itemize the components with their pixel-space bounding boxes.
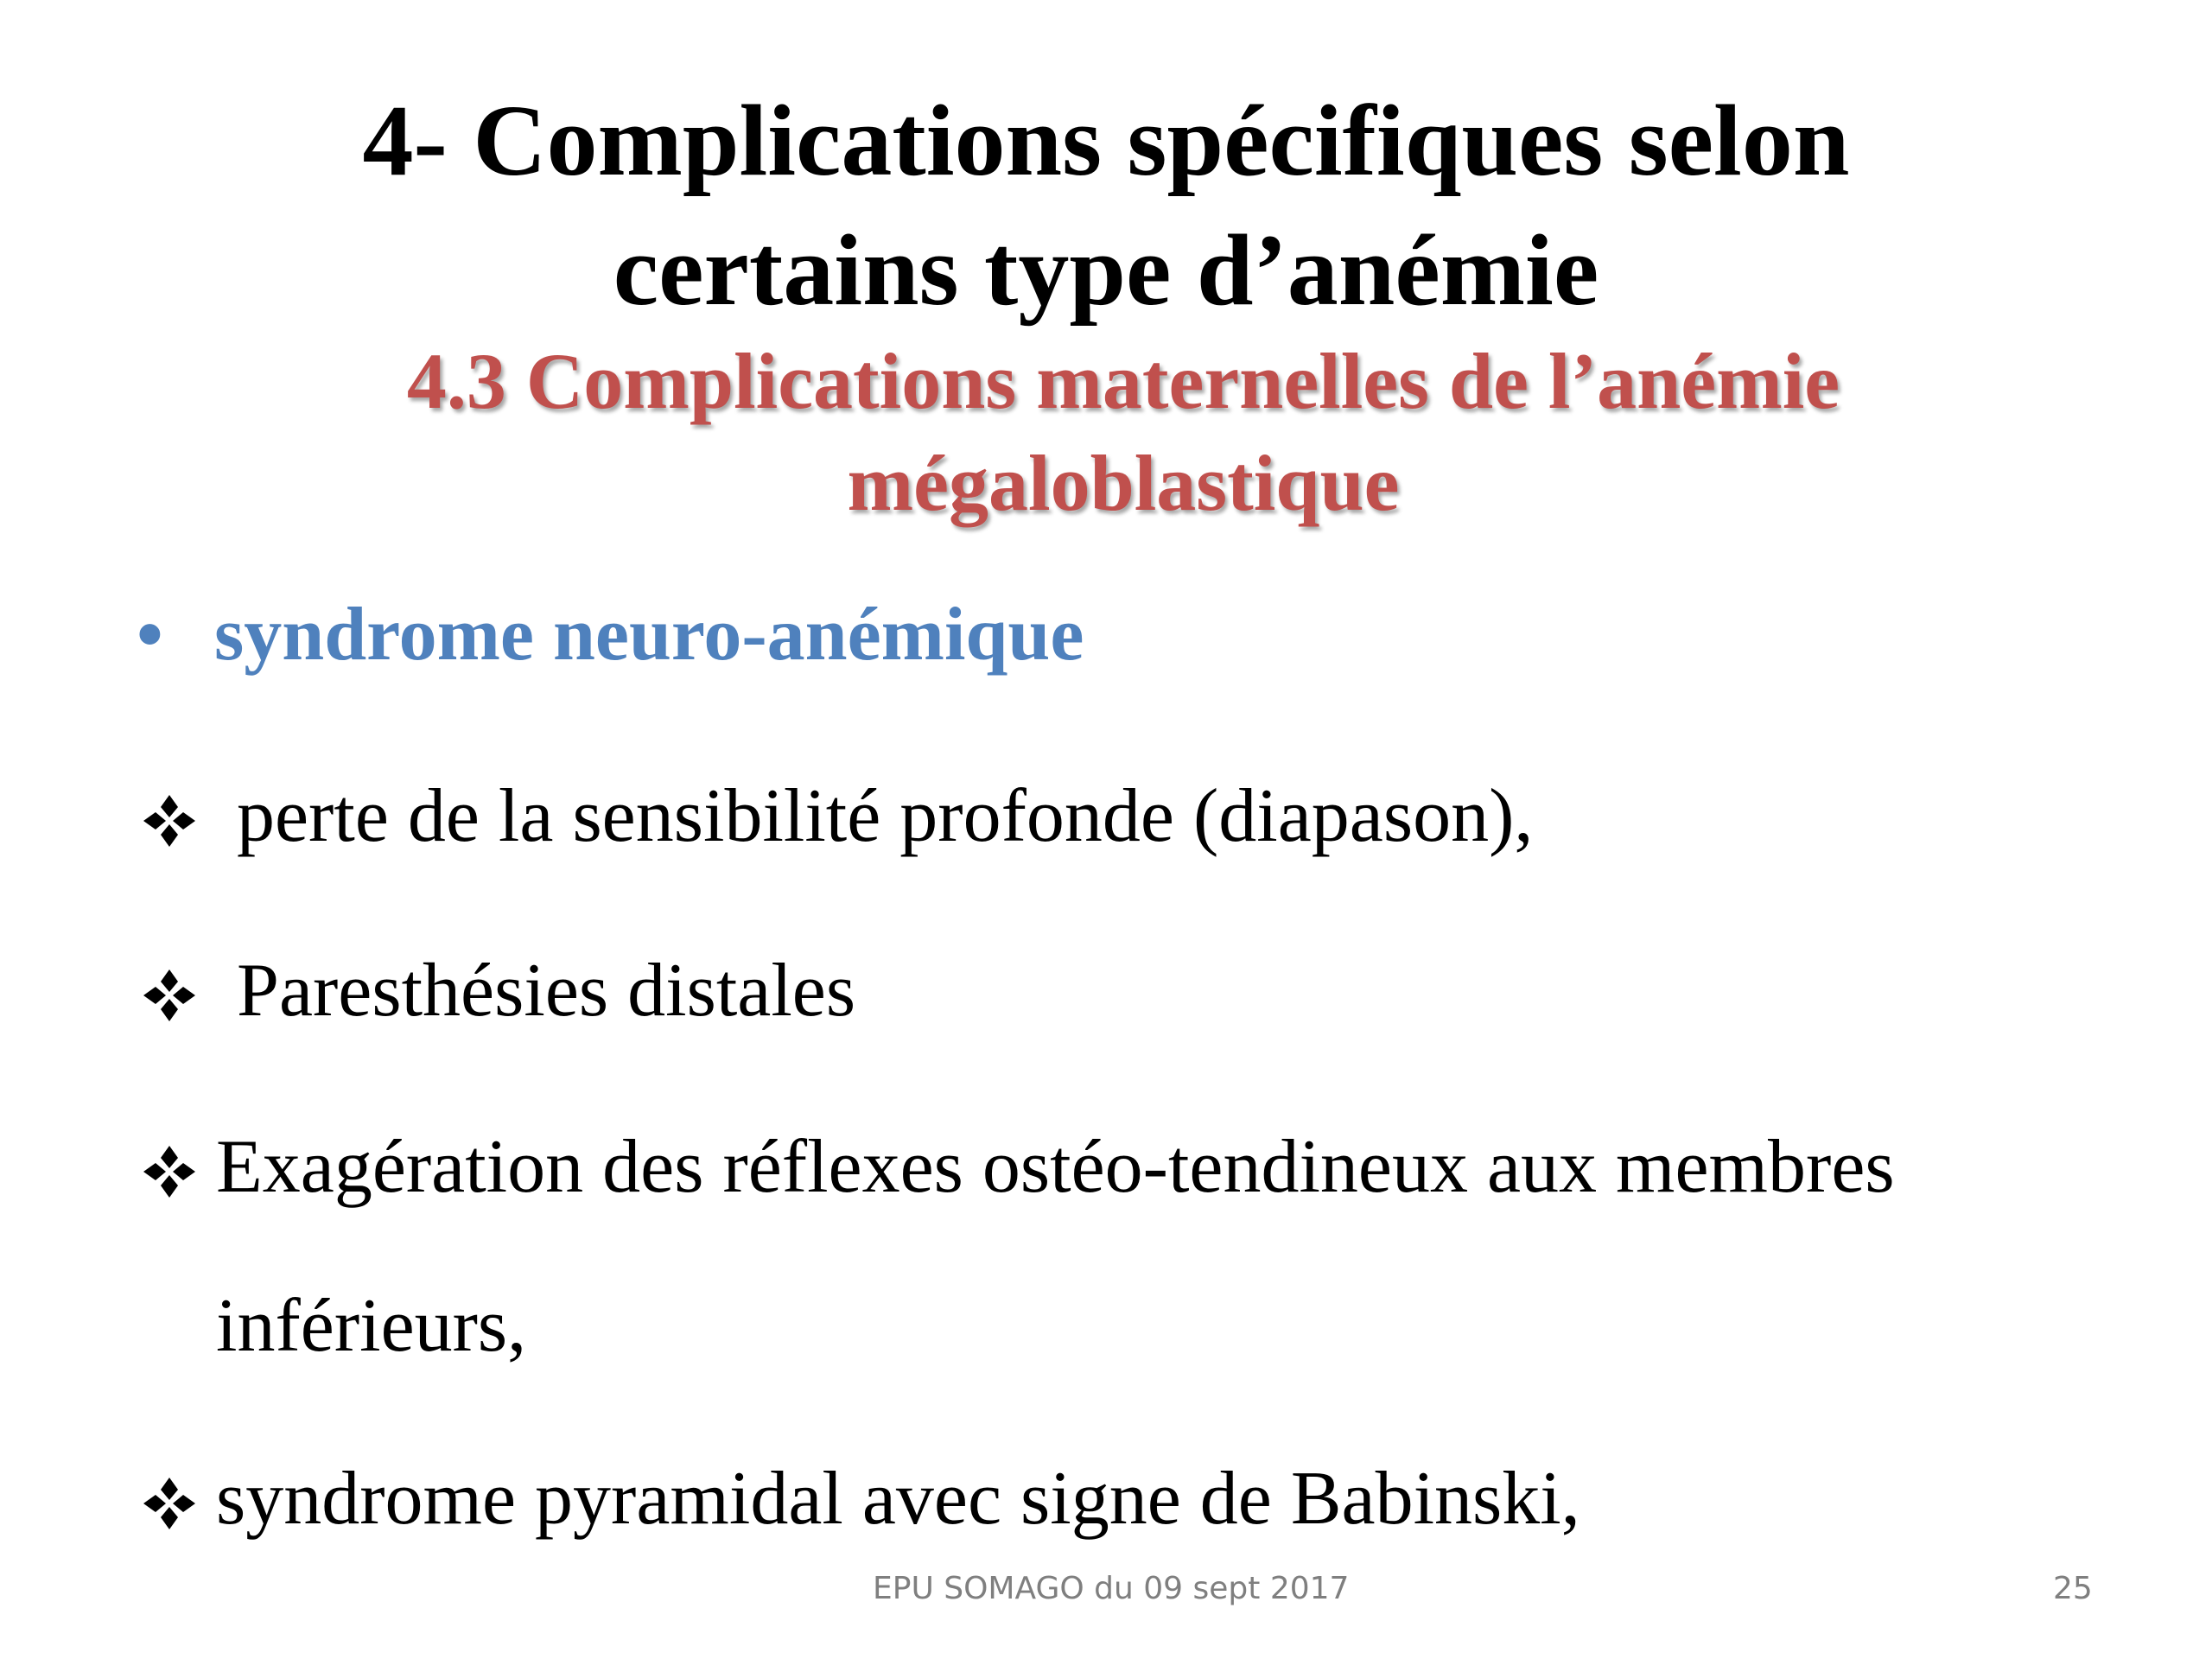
four-diamond-bullet-icon <box>138 1452 216 1547</box>
page-number: 25 <box>2053 1571 2093 1606</box>
list-item-text: syndrome pyramidal avec signe de Babinski, <box>216 1457 1580 1541</box>
main-bullet-item <box>137 588 1084 683</box>
slide-subtitle-line-2: mégaloblastique <box>847 439 1400 527</box>
list-item-continuation: inférieurs, <box>216 1284 527 1368</box>
slide-subtitle-line-1: 4.3 Complications maternelles de l’anémie <box>406 337 1840 425</box>
footer-text: EPU SOMAGO du 09 sept 2017 <box>873 1571 1350 1606</box>
list-item-text: perte de la sensibilité profonde (diapason), <box>237 774 1534 858</box>
slide-title-line-2: certains type d’anémie <box>613 213 1599 327</box>
slide-subtitle <box>294 330 1953 534</box>
list-item-text: Exagération des réflexes ostéo-tendineux aux membres <box>216 1125 1895 1209</box>
main-bullet-text: syndrome neuro-anémique <box>214 593 1084 677</box>
slide-title <box>0 76 2212 335</box>
four-diamond-bullet-icon <box>138 1120 216 1215</box>
four-diamond-bullet-icon <box>138 944 216 1039</box>
four-diamond-bullet-icon <box>138 769 216 864</box>
list-item-text: Paresthésies distales <box>237 949 856 1033</box>
bullet-dot-icon: • <box>137 593 163 677</box>
slide-title-line-1: 4- Complications spécifiques selon <box>362 84 1850 197</box>
